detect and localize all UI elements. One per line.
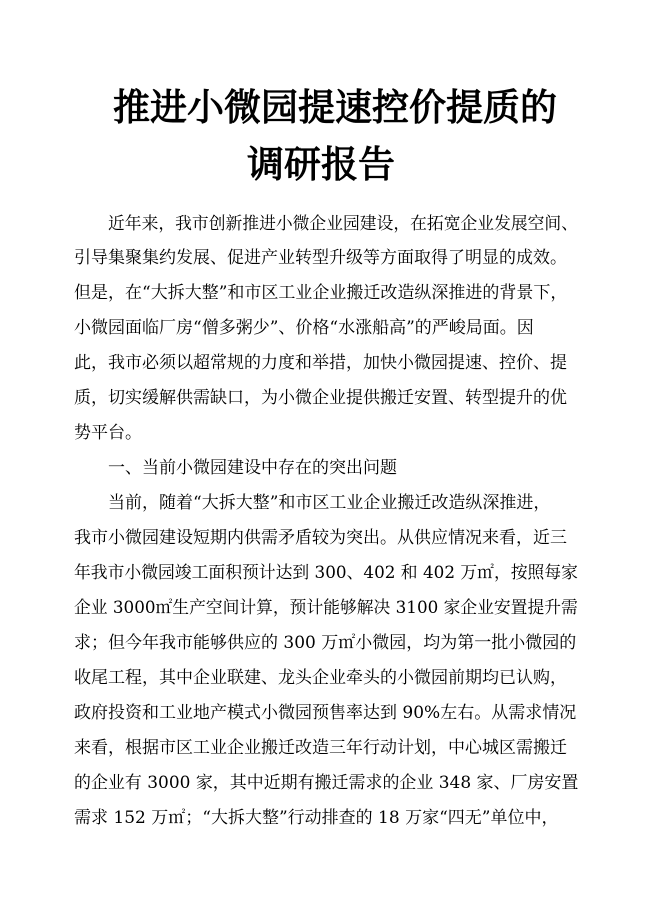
paragraph-2-line-3: 年我市小微园竣工面积预计达到 300、402 和 402 万㎡，按照每家 xyxy=(74,563,578,583)
paragraph-1-line-1: 近年来，我市创新推进小微企业园建设，在拓宽企业发展空间、 xyxy=(108,214,579,234)
paragraph-2-line-9: 的企业有 3000 家，其中近期有搬迁需求的企业 348 家、厂房安置 xyxy=(74,773,579,793)
paragraph-1-line-3: 但是，在“大拆大整”和市区工业企业搬迁改造纵深推进的背景下， xyxy=(74,283,568,303)
paragraph-1-line-5: 此，我市必须以超常规的力度和举措，加快小微园提速、控价、提 xyxy=(74,353,567,373)
paragraph-2-line-1: 当前，随着“大拆大整”和市区工业企业搬迁改造纵深推进， xyxy=(108,493,551,513)
paragraph-2-line-5: 求；但今年我市能够供应的 300 万㎡小微园，均为第一批小微园的 xyxy=(74,633,577,653)
section-1-heading: 一、当前小微园建设中存在的突出问题 xyxy=(108,458,397,478)
paragraph-2-line-10: 需求 152 万㎡；“大拆大整”行动排查的 18 万家“四无”单位中， xyxy=(74,808,559,828)
paragraph-2-line-2: 我市小微园建设短期内供需矛盾较为突出。从供应情况来看，近三 xyxy=(74,528,567,548)
document-title-line-1: 推进小微园提速控价提质的 xyxy=(113,86,557,129)
paragraph-1-line-7: 势平台。 xyxy=(74,423,142,443)
paragraph-2-line-7: 政府投资和工业地产模式小微园预售率达到 90%左右。从需求情况 xyxy=(74,703,577,723)
paragraph-2-line-6: 收尾工程，其中企业联建、龙头企业牵头的小微园前期均已认购， xyxy=(74,668,567,688)
paragraph-2-line-4: 企业 3000㎡生产空间计算，预计能够解决 3100 家企业安置提升需 xyxy=(74,598,578,618)
document-title-line-2: 调研报告 xyxy=(247,143,395,186)
paragraph-2-line-8: 来看，根据市区工业企业搬迁改造三年行动计划，中心城区需搬迁 xyxy=(74,738,567,758)
paragraph-1-line-6: 质，切实缓解供需缺口，为小微企业提供搬迁安置、转型提升的优 xyxy=(74,388,567,408)
paragraph-1-line-4: 小微园面临厂房“僧多粥少”、价格“水涨船高”的严峻局面。因 xyxy=(74,318,534,338)
paragraph-1-line-2: 引导集聚集约发展、促进产业转型升级等方面取得了明显的成效。 xyxy=(74,248,567,268)
